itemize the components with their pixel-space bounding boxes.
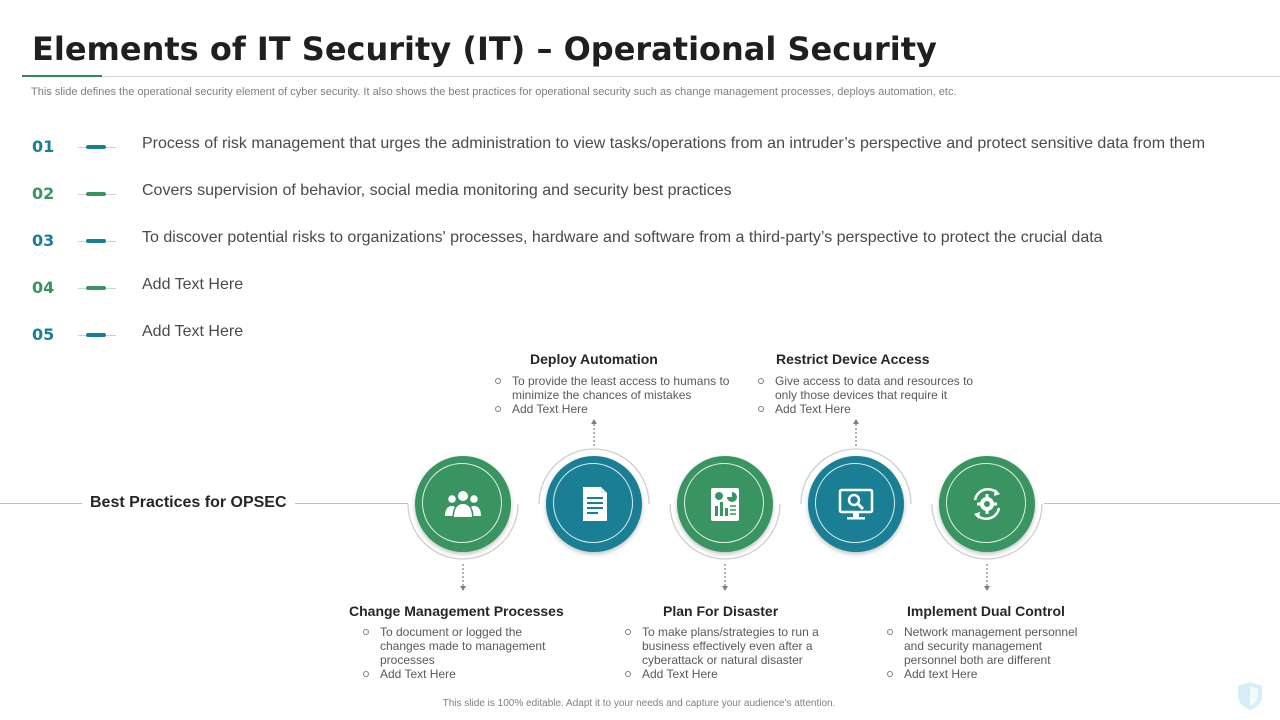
node-restrict-device-access	[799, 447, 913, 561]
team-icon	[443, 484, 483, 524]
card-bullet: To document or logged the changes made to management processes	[362, 625, 562, 667]
point-text: Add Text Here	[142, 323, 244, 340]
connector-arrow-down	[720, 562, 730, 594]
card-bullets-implement-dual-control	[886, 625, 1094, 681]
card-title-restrict-device-access: Restrict Device Access	[776, 351, 930, 367]
point-dash	[86, 145, 106, 149]
card-bullet: Add Text Here	[362, 667, 562, 681]
card-bullet: To provide the least access to humans to minimize the chances of mistakes	[494, 374, 734, 402]
point-item	[0, 278, 1280, 308]
card-bullet: To make plans/strategies to run a business effectively even after a cyberattack or natural disaster	[624, 625, 838, 667]
point-number: 03	[32, 231, 55, 250]
point-text: To discover potential risks to organizations' processes, hardware and software from a third-party’s perspective to protect the crucial data	[142, 229, 1103, 246]
report-icon	[705, 484, 745, 524]
card-title-implement-dual-control: Implement Dual Control	[907, 603, 1065, 619]
card-bullet: Add Text Here	[757, 402, 989, 416]
title-divider	[22, 76, 1280, 77]
connector-arrow-down	[458, 562, 468, 594]
card-bullets-deploy-automation	[494, 374, 734, 416]
card-bullet: Add Text Here	[624, 667, 838, 681]
document-icon	[574, 484, 614, 524]
point-number: 01	[32, 137, 55, 156]
point-number: 05	[32, 325, 55, 344]
gear-cycle-icon	[967, 484, 1007, 524]
point-text: Add Text Here	[142, 276, 244, 293]
page-title: Elements of IT Security (IT) – Operational Security	[32, 30, 937, 68]
node-circle	[677, 456, 773, 552]
card-bullets-restrict-device-access	[757, 374, 989, 416]
monitor-search-icon	[836, 484, 876, 524]
point-text: Process of risk management that urges the administration to view tasks/operations from an intruder’s perspective and protect sensitive data from them	[142, 135, 1206, 152]
node-circle	[808, 456, 904, 552]
node-circle	[546, 456, 642, 552]
point-dash	[86, 192, 106, 196]
point-number: 04	[32, 278, 55, 297]
node-circle	[939, 456, 1035, 552]
page-subtitle: This slide defines the operational security element of cyber security. It also shows the best practices for operational security such as change management processes, deploys automation, etc.	[31, 86, 957, 98]
opsec-line-right	[1044, 503, 1280, 504]
footer-text: This slide is 100% editable. Adapt it to your needs and capture your audience's attention.	[442, 698, 836, 709]
node-change-management	[406, 447, 520, 561]
footer-note	[0, 698, 1280, 709]
card-title-plan-for-disaster: Plan For Disaster	[663, 603, 779, 619]
point-item	[0, 231, 1280, 261]
opsec-label: Best Practices for OPSEC	[82, 494, 295, 512]
card-bullets-plan-for-disaster	[624, 625, 838, 681]
card-title-change-management: Change Management Processes	[349, 603, 564, 619]
card-bullet: Add text Here	[886, 667, 1094, 681]
connector-arrow-up	[589, 416, 599, 448]
connector-arrow-up	[851, 416, 861, 448]
point-item	[0, 137, 1280, 167]
card-bullet: Give access to data and resources to only those devices that require it	[757, 374, 989, 402]
point-text: Covers supervision of behavior, social media monitoring and security best practices	[142, 182, 732, 199]
card-bullets-change-management	[362, 625, 562, 681]
card-title-deploy-automation: Deploy Automation	[530, 351, 658, 367]
node-deploy-automation	[537, 447, 651, 561]
card-bullet: Add Text Here	[494, 402, 734, 416]
title-accent-bar	[22, 75, 102, 77]
point-number: 02	[32, 184, 55, 203]
point-item	[0, 184, 1280, 214]
node-plan-for-disaster	[668, 447, 782, 561]
point-dash	[86, 286, 106, 290]
node-circle	[415, 456, 511, 552]
point-dash	[86, 239, 106, 243]
connector-arrow-down	[982, 562, 992, 594]
point-dash	[86, 333, 106, 337]
card-bullet: Network management personnel and security management personnel both are different	[886, 625, 1094, 667]
node-implement-dual-control	[930, 447, 1044, 561]
shield-icon	[1236, 680, 1264, 712]
